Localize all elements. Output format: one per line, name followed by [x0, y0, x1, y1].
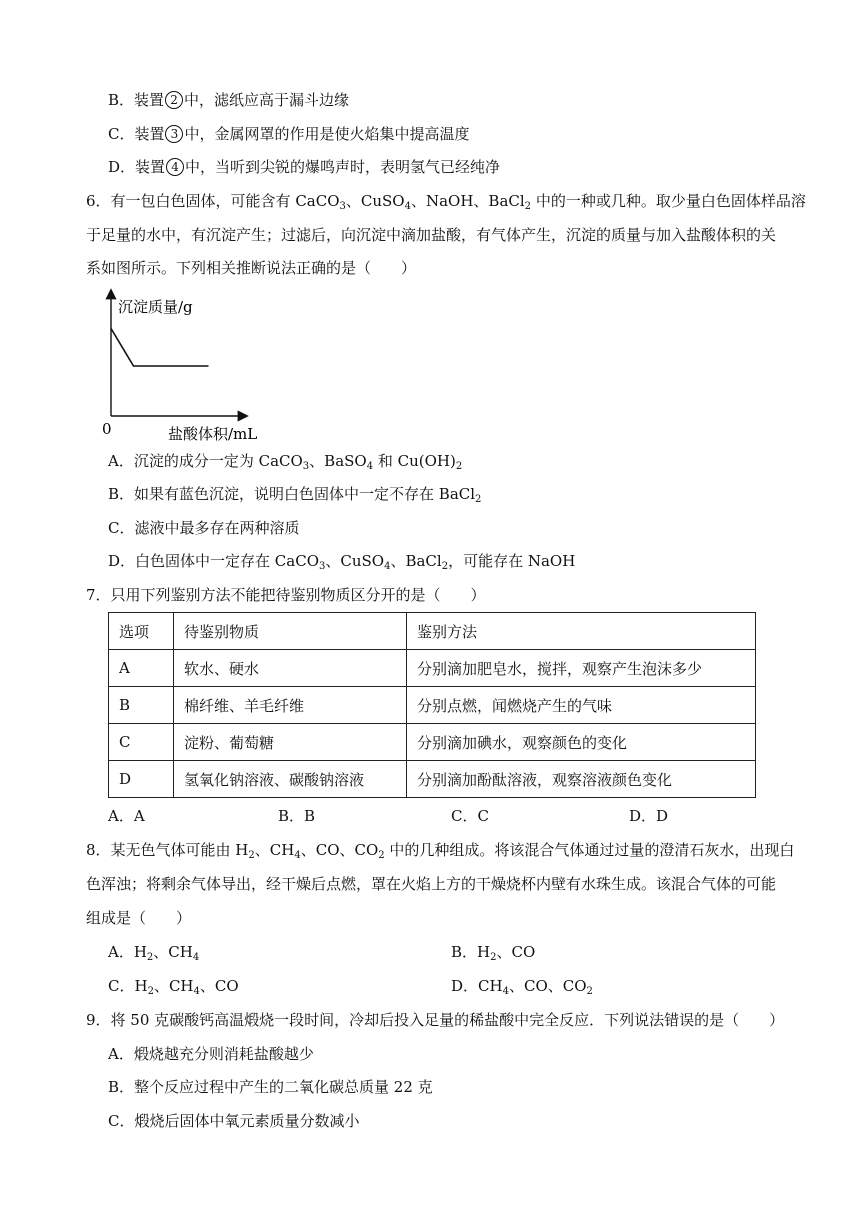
- table-header: 待鉴别物质: [174, 613, 407, 650]
- q8-option-c: C．$H_2$、$CH_4$、CO: [108, 977, 239, 997]
- q7-answer-b: B．B: [278, 807, 316, 825]
- table-cell: 分别滴加碘水，观察颜色的变化: [407, 724, 756, 761]
- q6-stem-line2: 于足量的水中，有沉淀产生；过滤后，向沉淀中滴加盐酸，有气体产生，沉淀的质量与加入盐酸体积的关: [86, 226, 777, 244]
- table-row: [109, 724, 756, 761]
- q6-stem-line3: 系如图所示。下列相关推断说法正确的是（ ）: [86, 259, 417, 277]
- q7-table: [108, 612, 756, 798]
- y-axis-label: 沉淀质量/g: [118, 298, 193, 316]
- q6-option-a: A．沉淀的成分一定为 CaCO$_3$、BaSO$_4$ 和 $Cu(OH)_2$: [108, 452, 463, 472]
- origin-label: 0: [102, 420, 112, 438]
- table-header: 选项: [109, 613, 174, 650]
- precipitate-graph: [96, 285, 266, 445]
- q8-option-d: D．$CH_4$、CO、$CO_2$: [451, 977, 593, 997]
- q9-option-a: A．煅烧越充分则消耗盐酸越少: [108, 1045, 314, 1063]
- q5-option-d: D．装置 4 中，当听到尖锐的爆鸣声时，表明氢气已经纯净: [108, 158, 501, 176]
- q7-answer-d: D．D: [629, 807, 669, 825]
- q5-option-b: B．装置 2 中，滤纸应高于漏斗边缘: [108, 91, 350, 109]
- q9-stem: 9．将 50 克碳酸钙高温煅烧一段时间，冷却后投入足量的稀盐酸中完全反应．下列说法错误的是（ ）: [86, 1011, 785, 1029]
- table-cell: 氢氧化钠溶液、碳酸钠溶液: [174, 761, 407, 798]
- circled-number: 2: [165, 91, 183, 109]
- circled-number: 4: [166, 158, 184, 176]
- table-cell: 分别滴加肥皂水，搅拌，观察产生泡沫多少: [407, 650, 756, 687]
- precipitate-curve: [111, 329, 209, 367]
- table-cell: 棉纤维、羊毛纤维: [174, 687, 407, 724]
- table-cell: 淀粉、葡萄糖: [174, 724, 407, 761]
- q6-option-d: D．白色固体中一定存在 CaCO$_3$、CuSO$_4$、BaCl$_2$，可能存在 NaOH: [108, 552, 576, 572]
- q8-option-a: A．$H_2$、$CH_4$: [108, 943, 200, 963]
- circled-number: 3: [165, 125, 183, 143]
- table-cell: 分别点燃，闻燃烧产生的气味: [407, 687, 756, 724]
- table-row: [109, 650, 756, 687]
- q9-option-b: B．整个反应过程中产生的二氧化碳总质量 22 克: [108, 1078, 433, 1096]
- q7-stem: 7．只用下列鉴别方法不能把待鉴别物质区分开的是（ ）: [86, 586, 486, 604]
- q8-stem-line1: 8．某无色气体可能由 $H_2$、$CH_4$、CO、$CO_2$ 中的几种组成。将该混合气体通过过量的澄清石灰水，出现白: [86, 841, 795, 861]
- table-header-row: [109, 613, 756, 650]
- q8-stem-line2: 色浑浊；将剩余气体导出，经干燥后点燃，罩在火焰上方的干燥烧杯内壁有水珠生成。该混合气体的可能: [86, 875, 777, 893]
- q9-option-c: C．煅烧后固体中氧元素质量分数减小: [108, 1112, 360, 1130]
- table-cell: 软水、硬水: [174, 650, 407, 687]
- q6-stem-line1: 6．有一包白色固体，可能含有 CaCO$_3$、CuSO$_4$、NaOH、BaCl$_2$ 中的一种或几种。取少量白色固体样品溶: [86, 192, 806, 212]
- table-cell: B: [109, 687, 174, 724]
- q7-answer-c: C．C: [451, 807, 489, 825]
- table-row: [109, 687, 756, 724]
- q5-option-c: C．装置 3 中，金属网罩的作用是使火焰集中提高温度: [108, 125, 470, 143]
- table-row: [109, 761, 756, 798]
- table-cell: D: [109, 761, 174, 798]
- table-cell: 分别滴加酚酞溶液，观察溶液颜色变化: [407, 761, 756, 798]
- table-cell: A: [109, 650, 174, 687]
- q8-stem-line3: 组成是（ ）: [86, 909, 192, 927]
- x-axis-label: 盐酸体积/mL: [168, 425, 258, 443]
- table-cell: C: [109, 724, 174, 761]
- q7-answer-a: A．A: [108, 807, 145, 825]
- q8-option-b: B．$H_2$、CO: [451, 943, 536, 963]
- q6-option-c: C．滤液中最多存在两种溶质: [108, 519, 300, 537]
- q6-option-b: B．如果有蓝色沉淀，说明白色固体中一定不存在 BaCl$_2$: [108, 485, 482, 505]
- table-header: 鉴别方法: [407, 613, 756, 650]
